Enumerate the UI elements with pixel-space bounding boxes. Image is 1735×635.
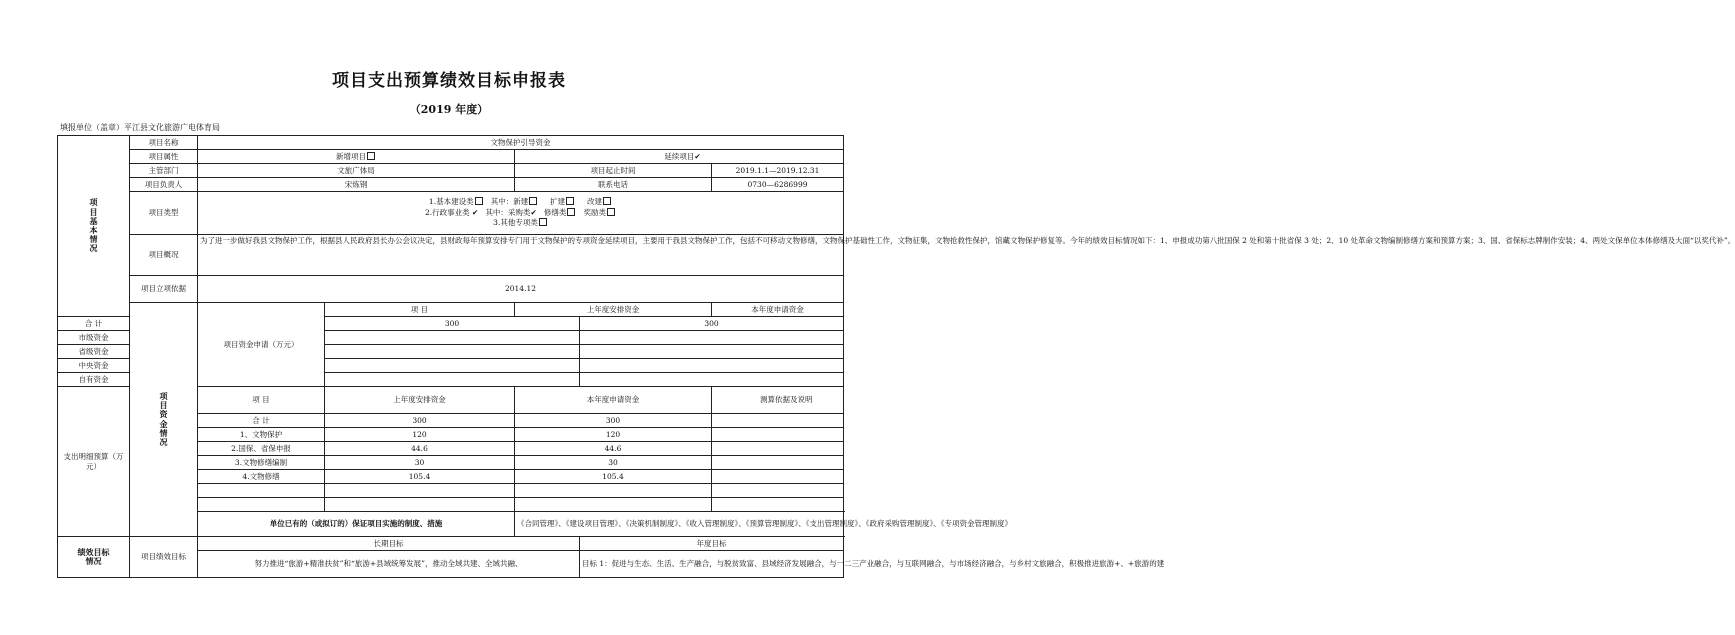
project-name-label: 项目名称 [130, 136, 198, 150]
table-row: 1、文物保护 120 120 [58, 428, 844, 442]
funds-apply-label: 项目资金申请（万元） [198, 303, 325, 387]
d-col-this-year: 本年度申请资金 [515, 387, 712, 414]
page-title: 项目支出预算绩效目标申报表 [332, 71, 566, 91]
period-label: 项目起止时间 [515, 164, 712, 178]
attr-new-option: 新增项目 [198, 150, 515, 164]
section-funds-label: 项目资金情况 [130, 303, 198, 537]
col-this-year: 本年度申请资金 [712, 303, 844, 317]
checkbox-icon [539, 218, 547, 226]
row-overview [58, 235, 844, 276]
table-row: 4.文物修缮 105.4 105.4 [58, 470, 844, 484]
checkmark-icon: ✔ [530, 207, 537, 217]
checkbox-icon [567, 208, 575, 216]
type-line-1: 1.基本建设类 其中：新建 扩建 改建 [200, 197, 841, 208]
table-row: 市级资金 [58, 331, 844, 345]
dept-value: 文旅广体局 [198, 164, 515, 178]
d-col-basis: 测算依据及说明 [712, 387, 844, 414]
table-row: 自有资金 [58, 373, 844, 387]
checkmark-icon: ✔ [694, 151, 701, 161]
section-perf-label: 绩效目标情况 [58, 537, 130, 578]
basis-label: 项目立项依据 [130, 276, 198, 303]
col-item: 项 目 [325, 303, 515, 317]
row-funds-header [58, 303, 844, 317]
d-col-item: 项 目 [198, 387, 325, 414]
phone-value: 0730—6286999 [712, 178, 844, 192]
system-label: 单位已有的（或拟订的）保证项目实施的制度、措施 [198, 512, 515, 537]
row-project-type [58, 192, 844, 235]
table-row: 省级资金 [58, 345, 844, 359]
funds-detail-label: 支出明细预算（万元） [58, 387, 130, 537]
overview-label: 项目概况 [130, 235, 198, 276]
table-row: 2.国保、省保申报 44.6 44.6 [58, 442, 844, 456]
type-line-2: 2.行政事业类 ✔ 其中：采购类✔ 修缮类 奖励类 [200, 208, 841, 219]
checkmark-icon: ✔ [471, 207, 479, 217]
type-line-3: 3.其他专项类 [200, 218, 841, 229]
dept-label: 主管部门 [130, 164, 198, 178]
section-basic-label: 项目基本情况 [58, 136, 130, 317]
project-attr-label: 项目属性 [130, 150, 198, 164]
leader-label: 项目负责人 [130, 178, 198, 192]
checkbox-icon [475, 197, 483, 205]
leader-value: 宋炼钢 [198, 178, 515, 192]
row-dept [58, 164, 844, 178]
attr-continue-option: 延续项目✔ [515, 150, 844, 164]
basis-value: 2014.12 [198, 276, 844, 303]
table-row: 中央资金 [58, 359, 844, 373]
row-basis [58, 276, 844, 303]
d-col-last-year: 上年度安排资金 [325, 387, 515, 414]
perf-item-label: 项目绩效目标 [130, 537, 198, 578]
overview-text: 为了进一步做好我县文物保护工作，根据县人民政府县长办公会议决定，县财政每年预算安排专门用于文物保护的专项资金延续项目，主要用于我县文物保护工作，包括不可移动文物修缮，文物保护基础性工作，文物征集，文物抢救性保护，馆藏文物保护修复等。今年的绩效目标情况如下：1、申报成功第八批国保 2 处和第十批省保 3 处；2、10 处革命文物编制修缮方案和预算方案；3、国、省保标志牌制作安装；4、两处文保单位本体修缮及大面“以奖代补”。 [198, 235, 844, 276]
checkbox-icon [529, 197, 537, 205]
report-form-table [57, 135, 1735, 578]
project-name-value: 文物保护引导资金 [198, 136, 844, 150]
row-project-attr [58, 150, 844, 164]
project-type-label: 项目类型 [130, 192, 198, 235]
phone-label: 联系电话 [515, 178, 712, 192]
long-term-value: 努力推进“旅游+精准扶贫”和“旅游+县域统筹发展”，推动全域共建、全域共融、 [198, 551, 580, 578]
table-row: 合 计 300 300 [58, 414, 844, 428]
checkbox-icon [367, 152, 375, 160]
table-row: 合 计 300 300 [58, 317, 844, 331]
checkbox-icon [603, 197, 611, 205]
annual-value: 目标 1：促进与生态、生活、生产融合，与脱贫致富、县域经济发展融合，与一二三产业融合，与互联网融合，与市场经济融合，与乡村文旅融合，积极推进旅游+、+旅游的建 [580, 551, 844, 578]
long-term-label: 长期目标 [198, 537, 580, 551]
period-value: 2019.1.1—2019.12.31 [712, 164, 844, 178]
col-last-year: 上年度安排资金 [515, 303, 712, 317]
table-row: 3.文物修缮编制 30 30 [58, 456, 844, 470]
row-leader [58, 178, 844, 192]
checkbox-icon [607, 208, 615, 216]
row-project-name [58, 136, 844, 150]
checkbox-icon [566, 197, 574, 205]
project-type-options [198, 192, 844, 235]
report-year: （2019 年度） [409, 103, 489, 116]
annual-label: 年度目标 [580, 537, 844, 551]
row-perf-header [58, 537, 844, 551]
system-value: 《合同管理》、《建设项目管理》、《决策机制制度》、《收入管理制度》、《预算管理制度》、《支出管理制度》、《政府采购管理制度》、《专项资金管理制度》 [515, 512, 844, 537]
reporting-unit: 填报单位（盖章）平江县文化旅游广电体育局 [60, 123, 220, 132]
